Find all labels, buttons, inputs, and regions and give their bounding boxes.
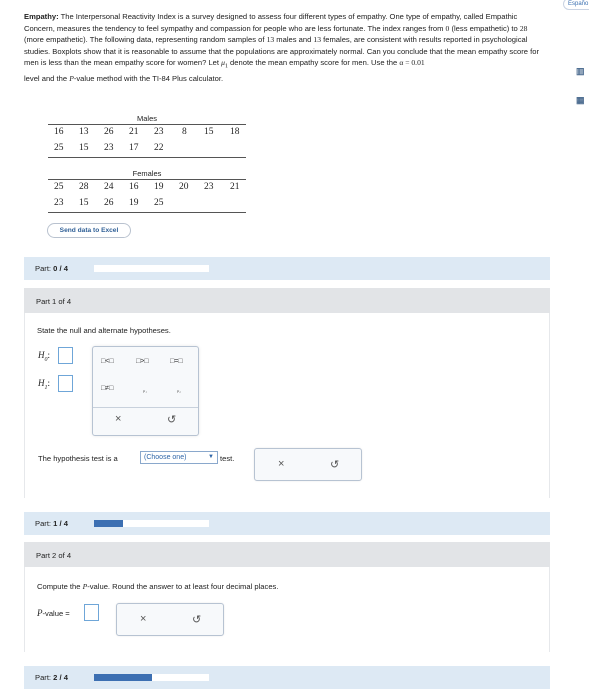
pvalue-label: P-value = xyxy=(37,608,70,618)
part-progress-1: Part: 1 / 4 xyxy=(24,512,550,535)
part-1-instruction: State the null and alternate hypotheses. xyxy=(37,326,171,335)
calculator-icon[interactable]: ▦ xyxy=(576,95,585,105)
part-2-toolbox xyxy=(116,603,224,636)
undo-icon[interactable]: ↺ xyxy=(330,459,340,471)
part-progress-0: Part: 0 / 4 xyxy=(24,257,550,280)
mu1-button[interactable]: μ₁ xyxy=(143,388,147,393)
part-1-header: Part 1 of 4 xyxy=(24,288,550,313)
chart-icon[interactable]: ▥ xyxy=(576,66,585,76)
send-to-excel-button[interactable]: Send data to Excel xyxy=(47,223,131,238)
h0-label: $H_0$: xyxy=(38,350,51,363)
males-table xyxy=(48,113,246,158)
greater-than-button[interactable]: □>□ xyxy=(136,358,149,365)
females-caption: Females xyxy=(132,169,162,178)
language-link[interactable]: Españo xyxy=(563,0,589,10)
progress-track xyxy=(94,674,209,681)
progress-fill xyxy=(94,674,152,681)
h1-label: $H_1$: xyxy=(38,378,51,391)
less-than-button[interactable]: □<□ xyxy=(101,358,114,365)
pvalue-input[interactable] xyxy=(84,604,99,621)
part-1-toolbox xyxy=(254,448,362,481)
undo-icon[interactable]: ↺ xyxy=(192,614,202,626)
table-row: 16 13 26 21 23 8 15 18 xyxy=(54,127,240,137)
symbol-palette xyxy=(92,346,199,436)
table-row: 25 15 23 17 22 xyxy=(54,143,164,153)
part-2-header: Part 2 of 4 xyxy=(24,542,550,567)
close-icon[interactable]: × xyxy=(140,613,147,625)
progress-fill xyxy=(94,520,123,527)
problem-title: Empathy: xyxy=(24,12,59,21)
table-row: 23 15 26 19 25 xyxy=(54,198,164,208)
test-suffix: test. xyxy=(220,454,235,463)
not-equal-button[interactable]: □≠□ xyxy=(101,385,114,392)
problem-statement: Empathy: The Interpersonal Reactivity Index is a survey designed to assess four different types of empathy. One type of empathy, called Empathic Concern, measures the tendency to feel sympathy and compassion for people who are less fortunate. The index ranges from 0 (less empathetic) to 28 (more empathetic). The following data, representing random samples of 13 males and 13 females, are consistent with results reported in psychological studies. Boxplots show that it is reasonable to assume that the populations are approximately normal. Can you conclude that the mean empathy score for men is less than the mean empathy score for women? Let $\mu_1$ denote the mean empathy score for men. Use the α = 0.01 level and the P-value method with the TI-84 Plus calculator. xyxy=(24,12,539,84)
progress-track xyxy=(94,265,209,272)
undo-icon[interactable]: ↺ xyxy=(167,414,177,426)
h1-input[interactable] xyxy=(58,375,73,392)
hypothesis-test-sentence: The hypothesis test is a xyxy=(38,454,118,463)
part-2-instruction: Compute the P-value. Round the answer to at least four decimal places. xyxy=(37,582,279,591)
chevron-down-icon: ▼ xyxy=(208,454,214,460)
close-icon[interactable]: × xyxy=(115,413,122,425)
equals-button[interactable]: □=□ xyxy=(170,358,183,365)
test-type-select[interactable]: (Choose one) ▼ xyxy=(140,451,218,464)
h0-input[interactable] xyxy=(58,347,73,364)
males-caption: Males xyxy=(136,114,157,123)
part-2-body xyxy=(24,567,550,652)
close-icon[interactable]: × xyxy=(278,458,285,470)
progress-track xyxy=(94,520,209,527)
females-table xyxy=(48,168,246,213)
part-progress-2: Part: 2 / 4 xyxy=(24,666,550,689)
mu2-button[interactable]: μ₂ xyxy=(177,388,181,393)
table-row: 25 28 24 16 19 20 23 21 xyxy=(54,182,240,192)
